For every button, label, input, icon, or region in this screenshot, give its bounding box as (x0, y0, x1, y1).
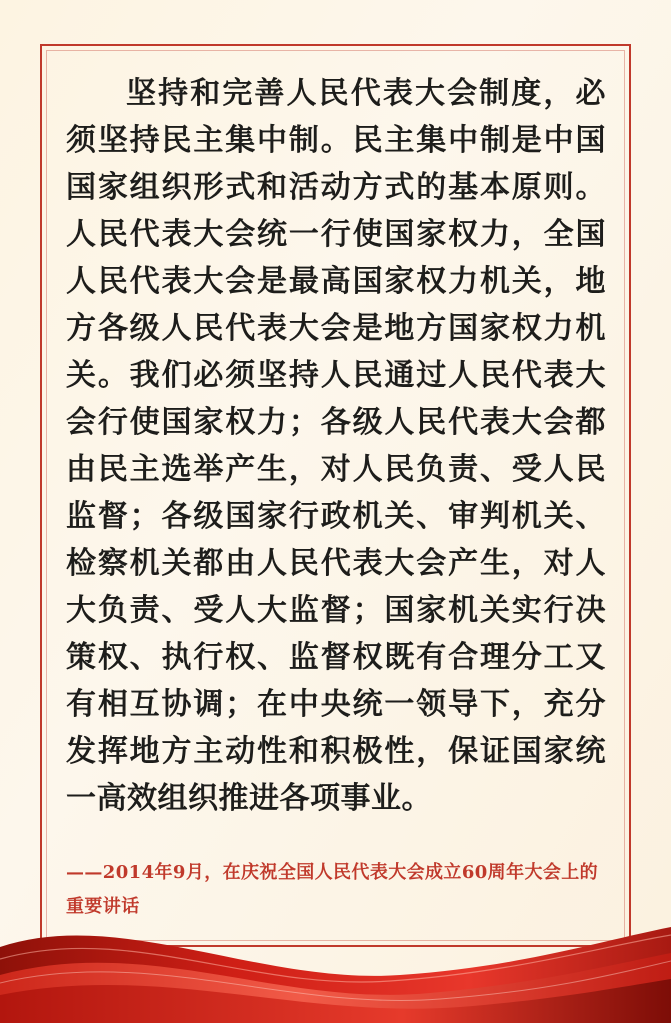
quote-attribution: ——2014年9月，在庆祝全国人民代表大会成立60周年大会上的重要讲话 (66, 862, 599, 917)
poster-content (66, 70, 606, 924)
quote-text: 坚持和完善人民代表大会制度，必须坚持民主集中制。民主集中制是中国国家组织形式和活动方式的基本原则。人民代表大会统一行使国家权力，全国人民代表大会是最高国家权力机关，地方各级人民代表大会是地方国家权力机关。我们必须坚持人民通过人民代表大会行使国家权力；各级人民代表大会都由民主选举产生，对人民负责、受人民监督；各级国家行政机关、审判机关、检察机关都由人民代表大会产生，对人大负责、受人大监督；国家机关实行决策权、执行权、监督权既有合理分工又有相互协调；在中央统一领导下，充分发挥地方主动性和积极性，保证国家统一高效组织推进各项事业。 (66, 76, 606, 816)
